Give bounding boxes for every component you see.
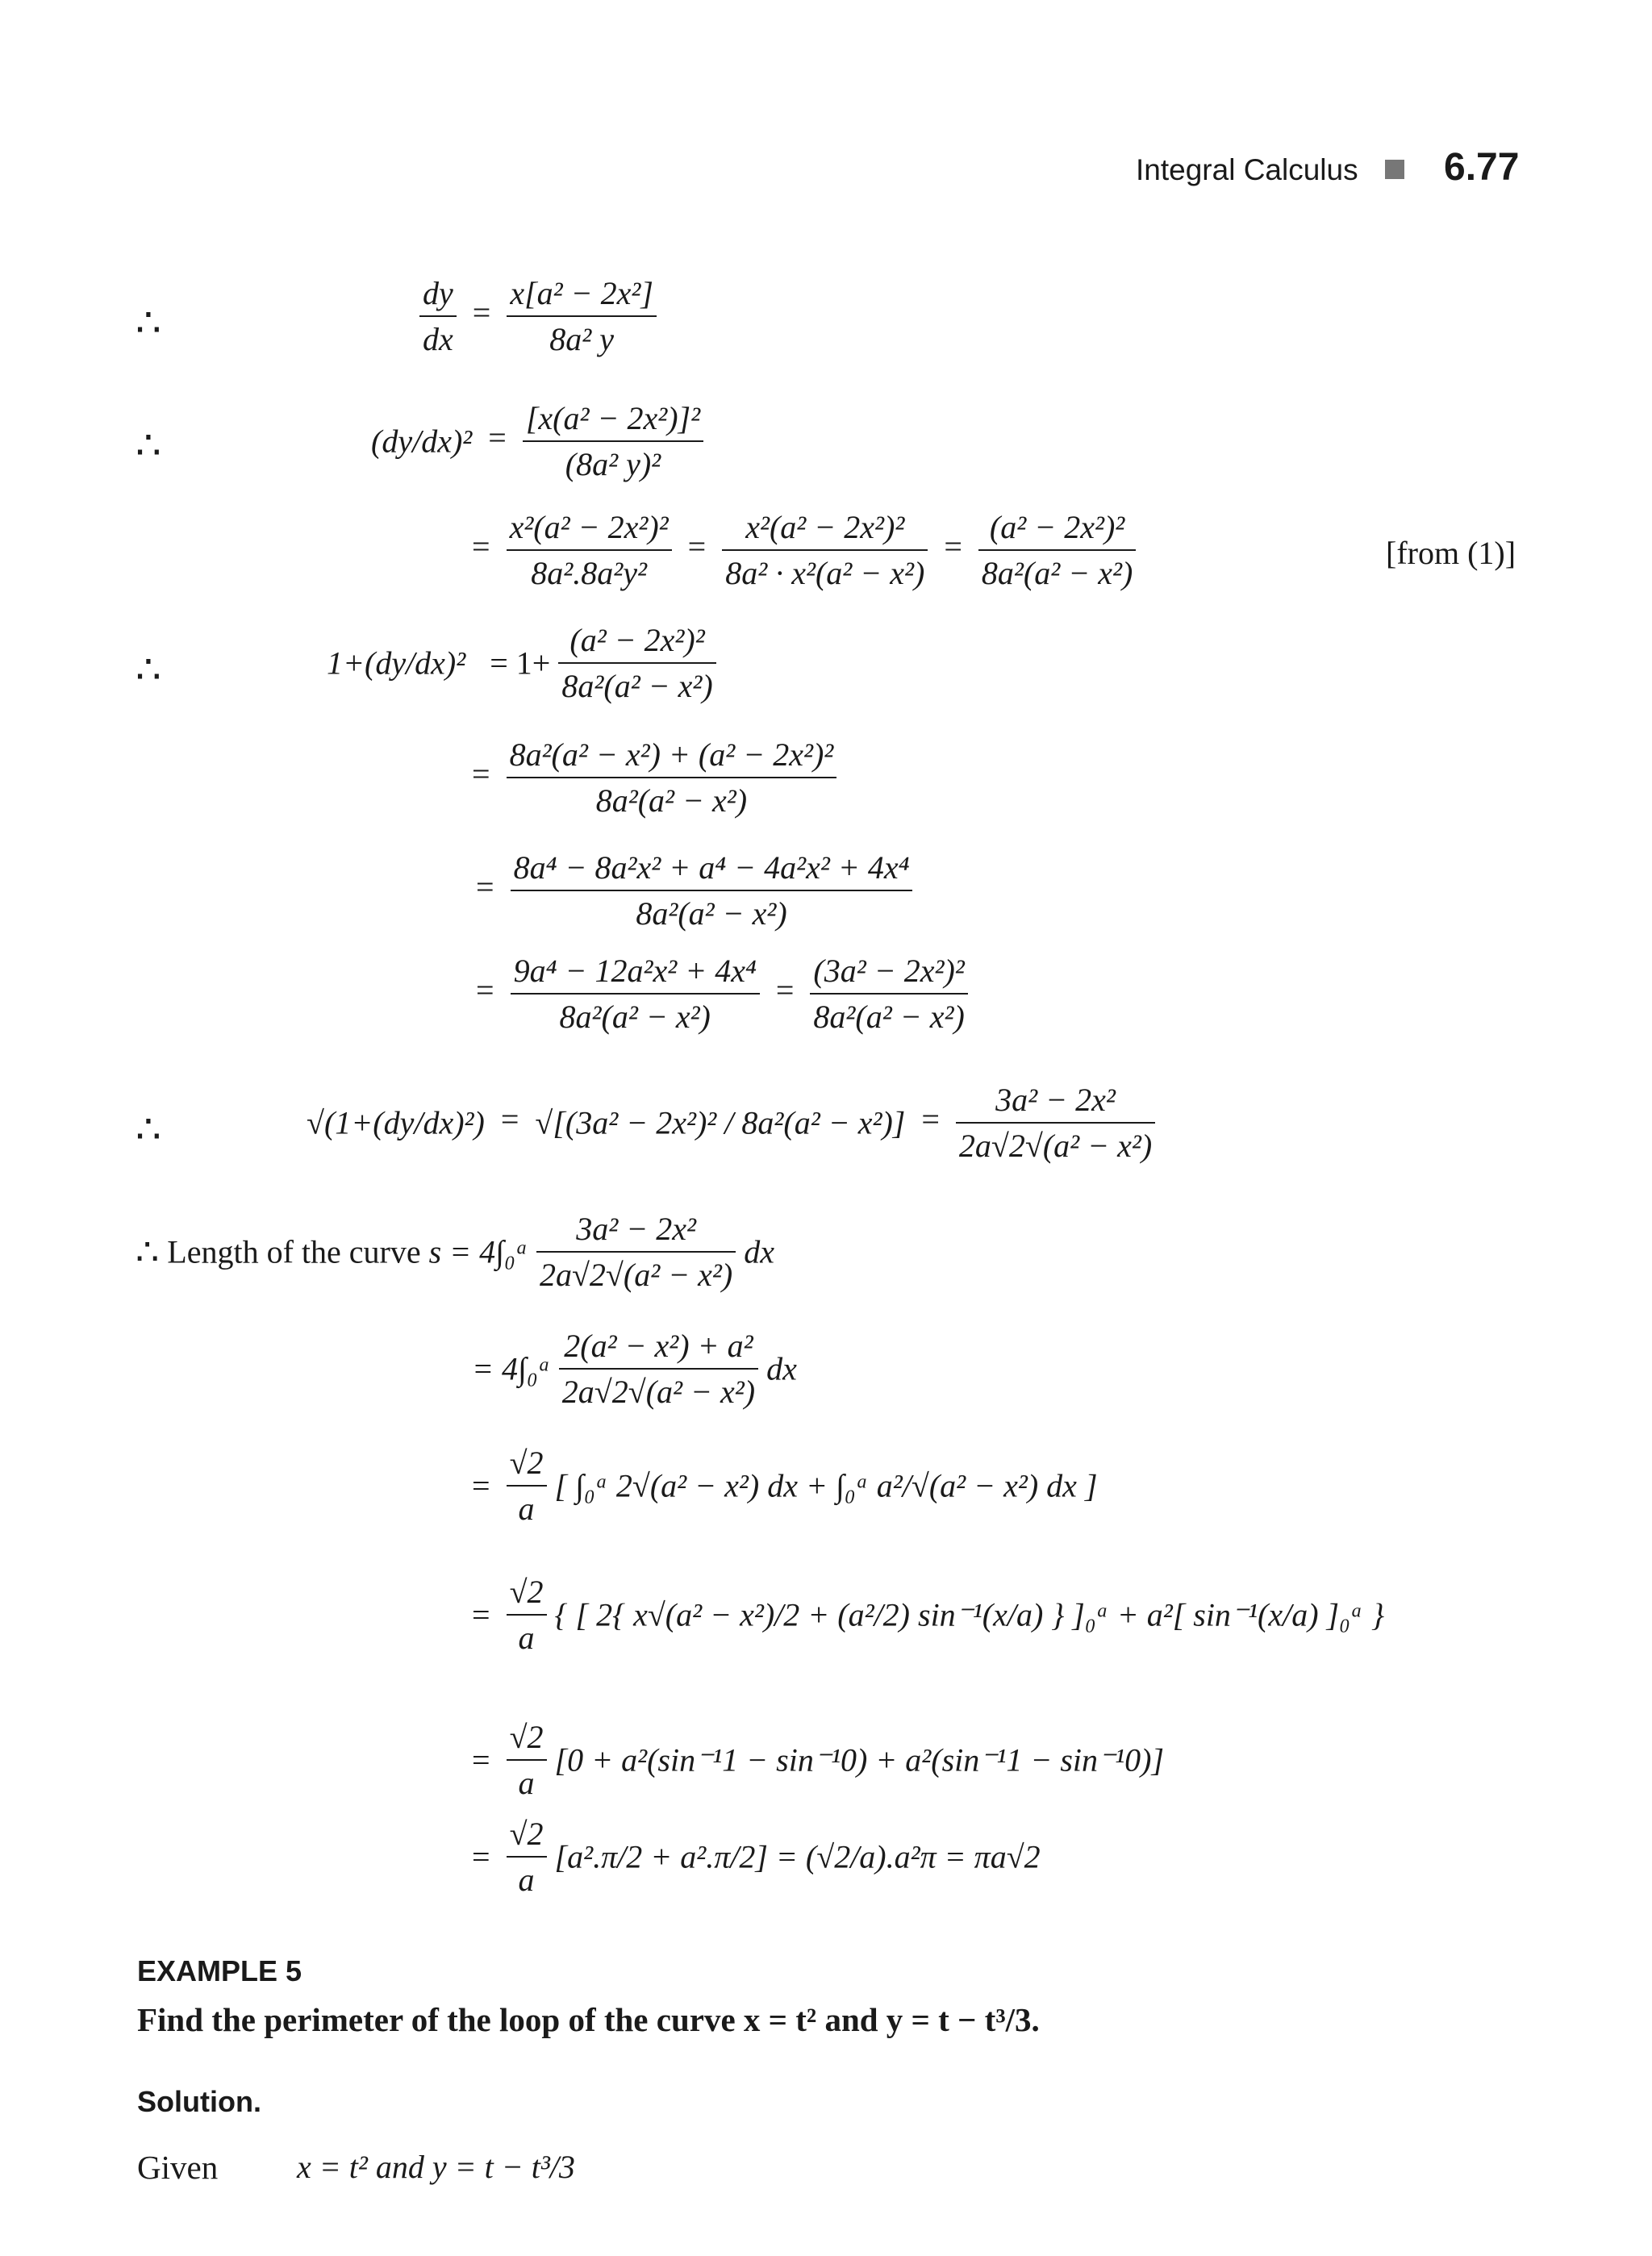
step7-t1-den: 8a²(a² − x²) [559, 999, 711, 1035]
step13-coef-num: √2 [509, 1719, 544, 1755]
step11-coef-den: a [518, 1491, 535, 1527]
step8-t2-num: 3a² − 2x² [995, 1082, 1116, 1118]
step7-t2-den: 8a²(a² − x²) [813, 999, 965, 1035]
step10-num: 2(a² − x²) + a² [564, 1328, 753, 1364]
solution-heading: Solution. [137, 2085, 261, 2118]
therefore-symbol: ∴ [136, 1107, 161, 1152]
step10-prefix: = 4∫₀ᵃ [472, 1350, 551, 1387]
step5-equation: = $\frac{\text{8a²(a² − x²) + (a² − 2x²)²}}{\text{8a²(a² − x²)}}$ [472, 736, 836, 819]
step9-equation [136, 1210, 774, 1294]
step4-rhs-den: 8a²(a² − x²) [561, 668, 713, 704]
step1-rhs-den: 8a² y [549, 321, 615, 357]
therefore-symbol: ∴ [136, 423, 161, 468]
step9-den: 2a√2√(a² − x²) [539, 1257, 733, 1293]
step6-equation: = $\frac{\text{8a⁴ − 8a²x² + a⁴ − 4a²x² + 4x⁴}}{\text{8a²(a² − x²)}}$ [476, 849, 912, 932]
step14-coef-num: √2 [509, 1816, 544, 1852]
step14-equation: = $\frac{√2}{a}$ [a².π/2 + a².π/2] = (√2/a).a²π = πa√2 [472, 1816, 1041, 1898]
step11-equation: = $\frac{√2}{a}$ [ ∫₀ᵃ 2√(a² − x²) dx + ∫₀ᵃ a²/√(a² − x²) dx ] [472, 1445, 1098, 1527]
step2-equation: (dy/dx)² = $\frac{\text{[x(a² − 2x²)]²}}{\text{(8a² y)²}}$ [371, 399, 703, 483]
step10-den: 2a√2√(a² − x²) [561, 1374, 756, 1410]
step6-num: 8a⁴ − 8a²x² + a⁴ − 4a²x² + 4x⁴ [513, 849, 910, 886]
step8-t2-den: 2a√2√(a² − x²) [958, 1128, 1153, 1164]
step7-equation: = $\frac{\text{9a⁴ − 12a²x² + 4x⁴}}{\text{8a²(a² − x²)}}$ = $\frac{\text{(3a² − 2x²)²}}{\text{8a²(a² − x²)}}$ [476, 952, 968, 1036]
therefore-symbol: ∴ [136, 647, 161, 692]
step12-equation: = $\frac{√2}{a}$ { [ 2{ x√(a² − x²)/2 + (a²/2) sin⁻¹(x/a) } ]₀ᵃ + a²[ sin⁻¹(x/a) ]₀ᵃ } [472, 1574, 1384, 1656]
step13-coef-den: a [518, 1765, 535, 1801]
step3-t2-num: x²(a² − 2x²)² [745, 509, 905, 545]
page-number: 6.77 [1444, 146, 1520, 189]
step3-t1-den: 8a².8a²y² [531, 555, 647, 591]
step7-t1-num: 9a⁴ − 12a²x² + 4x⁴ [513, 953, 757, 989]
step3-t3-num: (a² − 2x²)² [989, 509, 1125, 545]
step9-prefix: s = 4∫₀ᵃ [428, 1233, 528, 1270]
step2-rhs-num: [x(a² − 2x²)]² [525, 400, 701, 436]
section-title: Integral Calculus [1136, 153, 1358, 186]
step1-equation: $\frac{dy}{dx}$ = $\frac{\text{x[a² − 2x²]}}{\text{8a² y}}$ [419, 274, 657, 358]
step3-t3-den: 8a²(a² − x²) [981, 555, 1133, 591]
step4-rhs-prefix: = 1+ [490, 644, 551, 682]
from-note: [from (1)] [1386, 535, 1516, 571]
therefore-symbol: ∴ [136, 300, 161, 345]
step10-suffix: dx [766, 1350, 797, 1387]
step7-t2-num: (3a² − 2x²)² [813, 953, 965, 989]
given-label: Given [137, 2149, 219, 2186]
step12-body: { [ 2{ x√(a² − x²)/2 + (a²/2) sin⁻¹(x/a) } ]₀ᵃ + a²[ sin⁻¹(x/a) ]₀ᵃ } [554, 1596, 1384, 1633]
step3-t2-den: 8a² · x²(a² − x²) [725, 555, 925, 591]
therefore-symbol: ∴ [136, 1232, 160, 1273]
example-heading: EXAMPLE 5 [137, 1954, 302, 1987]
step1-rhs-num: x[a² − 2x²] [510, 275, 653, 311]
step9-num: 3a² − 2x² [576, 1211, 696, 1247]
step11-body: [ ∫₀ᵃ 2√(a² − x²) dx + ∫₀ᵃ a²/√(a² − x²) dx ] [554, 1467, 1098, 1504]
step9-suffix: dx [744, 1233, 775, 1270]
step13-equation: = $\frac{√2}{a}$ [0 + a²(sin⁻¹1 − sin⁻¹0) + a²(sin⁻¹1 − sin⁻¹0)] [472, 1719, 1165, 1801]
step3-t1-num: x²(a² − 2x²)² [509, 509, 669, 545]
step6-den: 8a²(a² − x²) [636, 895, 787, 932]
step3-equation: = $\frac{\text{x²(a² − 2x²)²}}{\text{8a².8a²y²}}$ = $\frac{\text{x²(a² − 2x²)²}}{\text{8a² · x²(a² − x²)}}$ = $\frac{\text{(a² − 2x²)²}}{\text{8a²(a² − x²)}}$ [472, 508, 1136, 592]
step12-coef-den: a [518, 1620, 535, 1656]
step14-body: [a².π/2 + a².π/2] = (√2/a).a²π = πa√2 [554, 1838, 1041, 1875]
step13-body: [0 + a²(sin⁻¹1 − sin⁻¹0) + a²(sin⁻¹1 − sin⁻¹0)] [554, 1741, 1165, 1779]
header-square-icon [1385, 160, 1404, 179]
given-expression: x = t² and y = t − t³/3 [297, 2149, 575, 2185]
step5-den: 8a²(a² − x²) [595, 782, 748, 819]
step11-coef-num: √2 [509, 1445, 544, 1481]
step2-rhs-den: (8a² y)² [565, 446, 661, 482]
step4-rhs-num: (a² − 2x²)² [569, 622, 705, 658]
length-label: Length of the curve [167, 1233, 421, 1270]
step12-coef-num: √2 [509, 1574, 544, 1610]
example-problem: Find the perimeter of the loop of the curve x = t² and y = t − t³/3. [137, 2001, 1040, 2038]
step14-coef-den: a [518, 1862, 535, 1898]
step4-equation [327, 621, 716, 705]
step5-num: 8a²(a² − x²) + (a² − 2x²)² [509, 736, 834, 773]
step1-lhs-den: dx [423, 321, 453, 357]
step2-lhs: (dy/dx)² [371, 423, 473, 460]
step8-lhs: √(1+(dy/dx)²) [307, 1104, 485, 1141]
step8-t1: √[(3a² − 2x²)² / 8a²(a² − x²)] [535, 1104, 906, 1141]
step1-lhs-num: dy [423, 275, 453, 311]
step10-equation [472, 1327, 797, 1411]
step8-equation: √(1+(dy/dx)²) = √[(3a² − 2x²)² / 8a²(a² − x²)] = $\frac{\text{3a² − 2x²}}{\text{2a√2√(a² − x²)}}$ [307, 1081, 1155, 1165]
step4-lhs: 1+(dy/dx)² [327, 644, 466, 682]
